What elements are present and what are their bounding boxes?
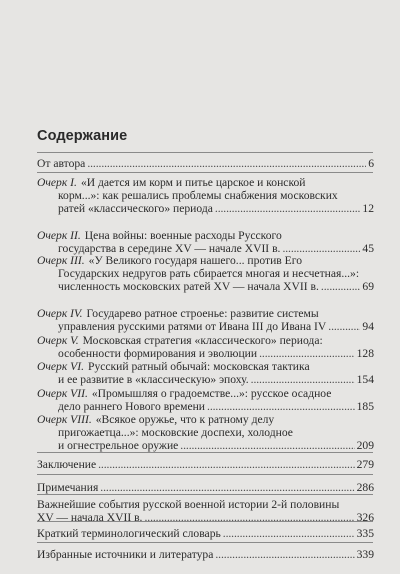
entry-text: XV — начала XVII в. [37, 511, 143, 525]
page-number: 128 [356, 347, 374, 361]
page-number: 154 [356, 373, 374, 387]
toc-entry-line [37, 413, 374, 426]
chapter-label: Очерк VIII. [37, 413, 92, 426]
page-number: 94 [362, 320, 374, 334]
toc-entry-line [58, 426, 374, 439]
leader-dots [100, 481, 354, 494]
leader-dots [259, 347, 355, 360]
toc-entry-line [37, 307, 374, 320]
page-number: 209 [356, 439, 374, 453]
page-number: 185 [356, 400, 374, 414]
toc-entry [58, 400, 374, 413]
toc-entry [58, 439, 374, 452]
leader-dots [328, 320, 360, 333]
page-number: 69 [362, 280, 374, 294]
leader-dots [215, 202, 361, 215]
page-number: 12 [362, 202, 374, 216]
entry-text: От автора [37, 157, 86, 170]
entry-text: и ее развитие в «классическую» эпоху. [58, 373, 249, 387]
entry-text: и огнестрельное оружие [58, 439, 179, 453]
page-number: 6 [368, 157, 374, 170]
chapter-label: Очерк VI. [37, 360, 85, 373]
chapter-label: Очерк VII. [37, 387, 88, 400]
toc-entry [58, 373, 374, 386]
toc-entry-line [37, 254, 374, 267]
leader-dots [207, 400, 355, 413]
chapter-label: Очерк V. [37, 334, 79, 347]
toc-entry [37, 481, 374, 494]
divider [37, 452, 373, 453]
toc-entry-line [37, 176, 374, 189]
page-number: 339 [356, 548, 374, 561]
chapter-label: Очерк I. [37, 176, 77, 189]
toc-entry [58, 280, 374, 293]
divider [37, 494, 373, 495]
leader-dots [87, 157, 366, 170]
leader-dots [223, 527, 355, 540]
page-number: 45 [362, 242, 374, 256]
entry-text: Русский ратный обычай: московская тактика [88, 360, 310, 373]
divider [37, 521, 373, 522]
entry-text: пригожаетца...»: московские доспехи, холодное [58, 426, 293, 440]
toc-entry-line [37, 360, 374, 373]
entry-text: Избранные источники и литература [37, 548, 214, 561]
toc-entry-line [58, 267, 374, 280]
entry-text: Государских недругов рать сбирается многая и несчетная...»: [58, 267, 360, 281]
toc-entry [58, 347, 374, 360]
entry-text: ратей «классического» периода [58, 202, 213, 216]
entry-text: численность московских ратей XV — начала XVII в. [58, 280, 319, 294]
leader-dots [98, 458, 354, 471]
toc-entry [37, 157, 374, 170]
leader-dots [215, 548, 354, 561]
page-number: 335 [356, 527, 374, 540]
page-number: 279 [356, 458, 374, 471]
entry-text: Государево ратное строенье: развитие системы [86, 307, 319, 320]
entry-text: «И дается им корм и питье царское и конской [80, 176, 306, 189]
chapter-label: Очерк IV. [37, 307, 83, 320]
entry-text: дело раннего Нового времени [58, 400, 206, 414]
toc-entry [58, 320, 374, 333]
entry-text: государства в середине XV — начале XVII в. [58, 242, 281, 256]
toc-entry [37, 548, 374, 561]
toc-entry-line [37, 334, 374, 347]
entry-text: Важнейшие события русской военной истории 2-й половины [37, 498, 340, 511]
page-number: 286 [356, 481, 374, 494]
chapter-label: Очерк II. [37, 229, 81, 242]
toc-entry [58, 202, 374, 215]
toc-entry [37, 527, 374, 540]
page-title: Содержание [37, 128, 128, 144]
divider [37, 542, 373, 543]
divider [37, 152, 373, 153]
toc-entry-line [37, 498, 374, 511]
entry-text: «Всякое оружье, что к ратному делу [95, 413, 275, 426]
entry-text: Краткий терминологический словарь [37, 527, 221, 540]
entry-text: Московская стратегия «классического» периода: [82, 334, 323, 347]
entry-text: управления русскими ратями от Ивана III до Ивана IV [58, 320, 327, 334]
toc-entry [37, 511, 374, 524]
divider [37, 172, 373, 173]
entry-text: особенности формирования и эволюции [58, 347, 258, 361]
chapter-label: Очерк III. [37, 254, 85, 267]
toc-entry-line [37, 387, 374, 400]
toc-entry-line [58, 189, 374, 202]
entry-text: Заключение [37, 458, 97, 471]
leader-dots [180, 439, 354, 452]
leader-dots [321, 280, 360, 293]
page-number: 326 [356, 511, 374, 525]
entry-text: «Промышляя о градоемстве...»: русское осадное [91, 387, 332, 400]
leader-dots [251, 373, 355, 386]
toc-entry [37, 458, 374, 471]
entry-text: Цена войны: военные расходы Русского [84, 229, 282, 242]
entry-text: Примечания [37, 481, 99, 494]
entry-text: корм...»: как решались проблемы снабжения московских [58, 189, 338, 203]
toc-entry-line [37, 229, 374, 242]
entry-text: «У Великого государя нашего... против Его [88, 254, 303, 267]
leader-dots [144, 511, 354, 524]
divider [37, 474, 373, 475]
